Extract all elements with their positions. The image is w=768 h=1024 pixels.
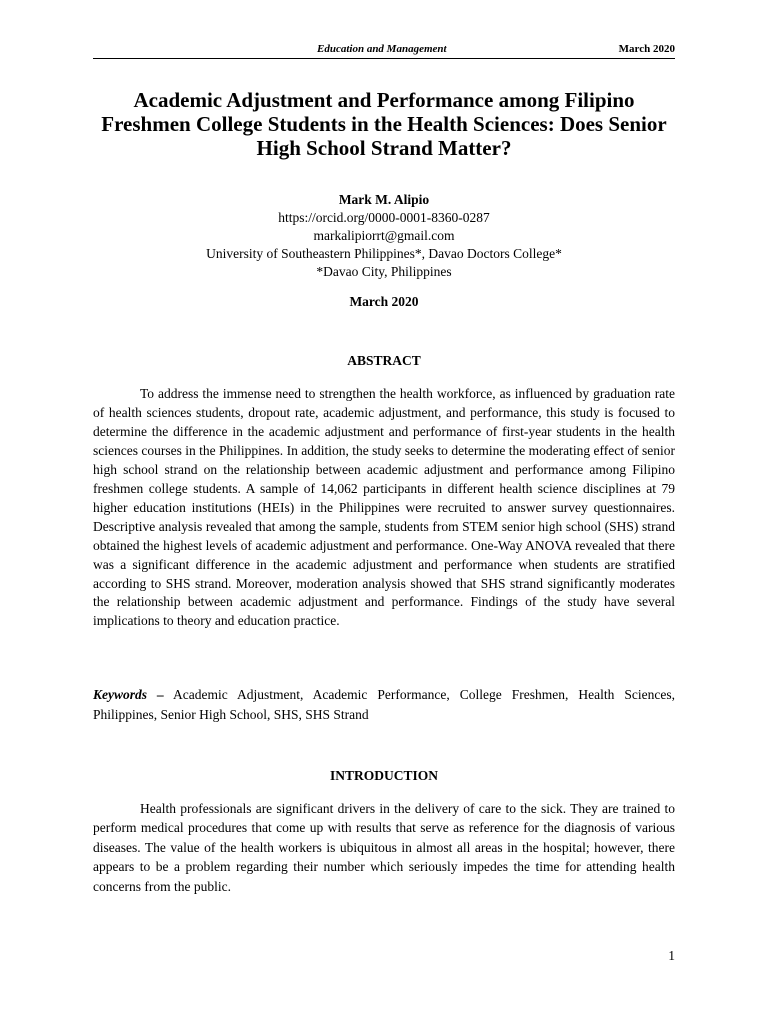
running-header-date: March 2020 xyxy=(618,43,675,55)
page-number: 1 xyxy=(668,948,675,963)
author-orcid: https://orcid.org/0000-0001-8360-0287 xyxy=(278,210,490,225)
author-location: *Davao City, Philippines xyxy=(316,264,452,279)
running-header-journal: Education and Management xyxy=(317,43,447,55)
running-header xyxy=(93,42,675,59)
author-affiliation: University of Southeastern Philippines*, Davao Doctors College* xyxy=(206,246,562,261)
author-email: markalipiorrt@gmail.com xyxy=(313,228,455,243)
paper-title: Academic Adjustment and Performance among Filipino Freshmen College Students in the Health Sciences: Does Senior High School Strand Matter? xyxy=(101,88,667,160)
abstract-heading: ABSTRACT xyxy=(347,353,421,368)
publication-date: March 2020 xyxy=(349,294,419,309)
keywords-text: Academic Adjustment, Academic Performance, College Freshmen, Health Sciences, Philippines, Senior High School, SHS, SHS Strand xyxy=(93,687,675,722)
keywords xyxy=(93,685,675,725)
abstract-text: To address the immense need to strengthen the health workforce, as influenced by graduation rate of health sciences students, dropout rate, academic adjustment, and performance, this study is focused to determine the difference in the academic adjustment and performance of first-year students in the health sciences courses in the Philippines. In addition, the study seeks to determine the moderating effect of senior high school strand on the relationship between academic adjustment and performance among Filipino freshmen college students. A sample of 14,062 participants in different health science disciplines at 79 higher education institutions (HEIs) in the Philippines were recruited to answer survey questionnaires. Descriptive analysis revealed that among the sample, students from STEM senior high school (SHS) strand obtained the highest levels of academic adjustment and performance. One-Way ANOVA revealed that there was a significant difference in the academic adjustment and performance when students are stratified according to SHS strand. Moreover, moderation analysis showed that SHS strand significantly moderates the relationship between academic adjustment and performance. Findings of the study have several implications to theory and education practice. xyxy=(93,386,675,629)
author-block xyxy=(93,191,675,281)
introduction-heading: INTRODUCTION xyxy=(329,768,438,783)
keywords-label: Keywords – xyxy=(93,687,164,702)
author-name: Mark M. Alipio xyxy=(338,192,430,207)
introduction-text: Health professionals are significant drivers in the delivery of care to the sick. They are trained to perform medical procedures that come up with results that serve as reference for the diagnosis of various diseases. The value of the health workers is ubiquitous in almost all areas in the hospital; however, there appears to be a problem regarding their number which seriously impedes the time for attending health concerns from the public. xyxy=(93,801,675,894)
